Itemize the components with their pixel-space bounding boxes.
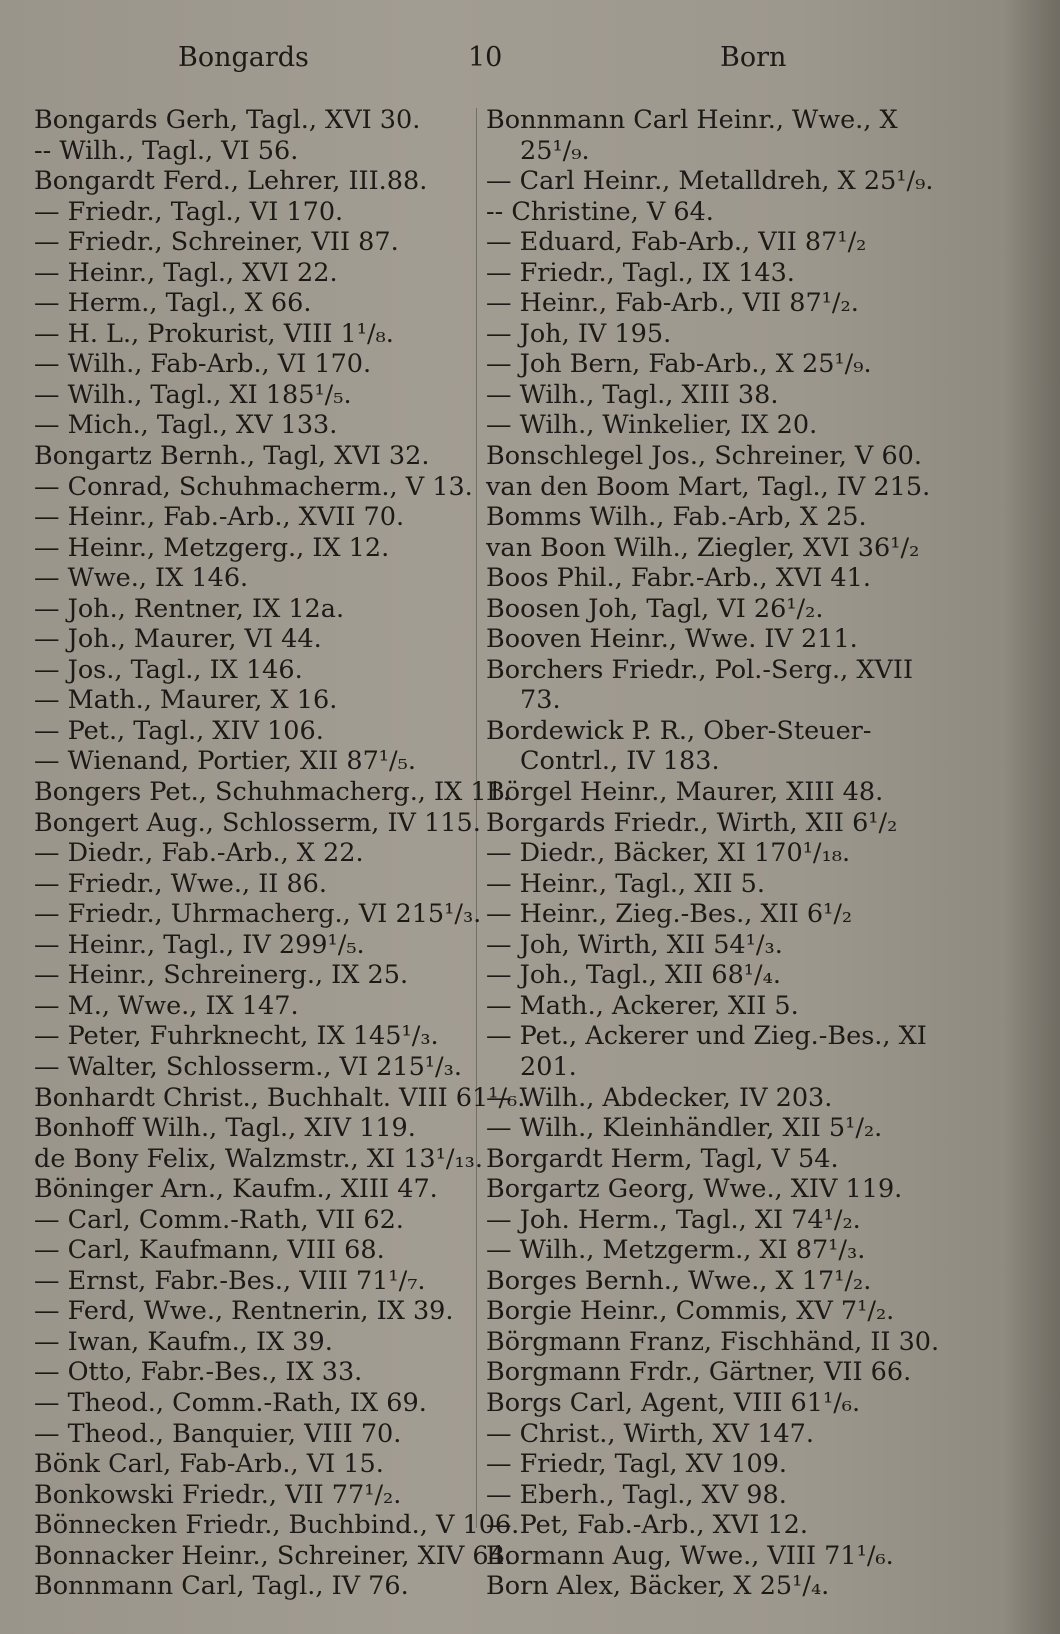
directory-entry: Bonnacker Heinr., Schreiner, XIV 64.	[34, 1540, 513, 1571]
directory-entry: — Wienand, Portier, XII 87¹/₅.	[34, 746, 416, 777]
directory-entry: Bongards Gerh, Tagl., XVI 30.	[34, 105, 421, 135]
directory-entry: Borgards Friedr., Wirth, XII 6¹/₂	[486, 807, 898, 838]
directory-entry: — Carl, Kaufmann, VIII 68.	[34, 1235, 385, 1266]
directory-entry: -- Christine, V 64.	[486, 196, 714, 227]
directory-entry: Bonnmann Carl Heinr., Wwe., X	[486, 105, 898, 135]
directory-entry: — Otto, Fabr.-Bes., IX 33.	[34, 1357, 363, 1388]
directory-entry: Bonkowski Friedr., VII 77¹/₂.	[34, 1479, 402, 1510]
directory-entry: — Joh., Maurer, VI 44.	[34, 624, 322, 655]
entry-continuation-line: Contrl., IV 183.	[520, 746, 720, 777]
directory-entry: — Wilh., Fab-Arb., VI 170.	[34, 349, 372, 380]
directory-entry: Bonhardt Christ., Buchhalt. VIII 61¹/₆.	[34, 1082, 526, 1113]
directory-entry: — Heinr., Tagl., XII 5.	[486, 868, 765, 899]
directory-entry: Börgmann Franz, Fischhänd, II 30.	[486, 1326, 940, 1357]
directory-entry: — Theod., Comm.-Rath, IX 69.	[34, 1387, 427, 1418]
directory-entry: Bordewick P. R., Ober-Steuer-	[486, 715, 872, 746]
directory-entry: — M., Wwe., IX 147.	[34, 990, 299, 1021]
directory-entry: — Heinr., Tagl., XVI 22.	[34, 257, 338, 288]
directory-entry: Bonhoff Wilh., Tagl., XIV 119.	[34, 1113, 416, 1144]
directory-entry: — Joh, IV 195.	[486, 318, 672, 349]
directory-entry: — Wilh., Abdecker, IV 203.	[486, 1082, 833, 1113]
directory-entry: — Eduard, Fab-Arb., VII 87¹/₂	[486, 227, 867, 258]
directory-entry: — Heinr., Zieg.-Bes., XII 6¹/₂	[486, 899, 853, 930]
directory-entry: Borgs Carl, Agent, VIII 61¹/₆.	[486, 1387, 861, 1418]
directory-entry: Borges Bernh., Wwe., X 17¹/₂.	[486, 1265, 872, 1296]
directory-entry: Borgartz Georg, Wwe., XIV 119.	[486, 1174, 903, 1205]
directory-entry: — Jos., Tagl., IX 146.	[34, 654, 303, 685]
directory-entry: Bönk Carl, Fab-Arb., VI 15.	[34, 1449, 384, 1480]
directory-entry: — Friedr, Tagl, XV 109.	[486, 1449, 788, 1480]
directory-entry: — Diedr., Fab.-Arb., X 22.	[34, 838, 364, 869]
directory-entry: Bönnecken Friedr., Buchbind., V 106.	[34, 1510, 520, 1541]
directory-entry: — Math., Ackerer, XII 5.	[486, 990, 799, 1021]
directory-entry: Borgardt Herm, Tagl, V 54.	[486, 1143, 839, 1174]
directory-entry: — Peter, Fuhrknecht, IX 145¹/₃.	[34, 1021, 439, 1052]
page-number: 10	[468, 42, 503, 73]
directory-entry: — Heinr., Tagl., IV 299¹/₅.	[34, 929, 365, 960]
directory-entry: — Joh., Rentner, IX 12a.	[34, 593, 345, 624]
directory-entry: — Walter, Schlosserm., VI 215¹/₃.	[34, 1051, 462, 1082]
directory-entry: — Friedr., Tagl., VI 170.	[34, 196, 344, 227]
entry-continuation-line: 73.	[520, 685, 561, 716]
header-left-keyword: Bongards	[178, 42, 309, 73]
directory-entry: — H. L., Prokurist, VIII 1¹/₈.	[34, 318, 394, 349]
directory-entry: — Iwan, Kaufm., IX 39.	[34, 1326, 333, 1357]
directory-entry: Booven Heinr., Wwe. IV 211.	[486, 624, 858, 655]
directory-entry: — Herm., Tagl., X 66.	[34, 288, 312, 319]
header-right-keyword: Born	[720, 42, 787, 73]
directory-entry: Bonnmann Carl, Tagl., IV 76.	[34, 1571, 409, 1602]
directory-entry: Borgmann Frdr., Gärtner, VII 66.	[486, 1357, 912, 1388]
directory-entry: Böninger Arn., Kaufm., XIII 47.	[34, 1174, 438, 1205]
directory-entry: — Wilh., Kleinhändler, XII 5¹/₂.	[486, 1113, 883, 1144]
page-edge-shadow	[1004, 0, 1060, 1634]
directory-entry: Bongert Aug., Schlosserm, IV 115.	[34, 807, 481, 838]
directory-entry: — Carl Heinr., Metalldreh, X 25¹/₉.	[486, 166, 934, 197]
directory-entry: — Heinr., Fab.-Arb., XVII 70.	[34, 502, 405, 533]
directory-entry: — Wwe., IX 146.	[34, 563, 249, 594]
directory-entry: — Wilh., Winkelier, IX 20.	[486, 410, 818, 441]
running-header	[0, 42, 1000, 86]
directory-entry: -- Wilh., Tagl., VI 56.	[34, 135, 299, 166]
directory-entry: Borchers Friedr., Pol.-Serg., XVII	[486, 654, 914, 685]
directory-entry: — Conrad, Schuhmacherm., V 13.	[34, 471, 473, 502]
directory-entry: — Math., Maurer, X 16.	[34, 685, 338, 716]
directory-entry: Bongartz Bernh., Tagl, XVI 32.	[34, 441, 430, 472]
directory-entry: — Joh, Wirth, XII 54¹/₃.	[486, 929, 783, 960]
directory-entry: — Joh Bern, Fab-Arb., X 25¹/₉.	[486, 349, 872, 380]
directory-entry: Bonschlegel Jos., Schreiner, V 60.	[486, 441, 923, 472]
directory-entry: — Pet., Tagl., XIV 106.	[34, 715, 324, 746]
directory-entry: — Friedr., Wwe., II 86.	[34, 868, 328, 899]
directory-entry: — Theod., Banquier, VIII 70.	[34, 1418, 402, 1449]
directory-entry: — Wilh., Metzgerm., XI 87¹/₃.	[486, 1235, 866, 1266]
directory-entry: de Bony Felix, Walzmstr., XI 13¹/₁₃.	[34, 1143, 483, 1174]
right-column	[486, 105, 941, 1602]
left-column	[34, 105, 526, 1602]
directory-entry: Bormann Aug, Wwe., VIII 71¹/₆.	[486, 1540, 894, 1571]
directory-entry: — Pet, Fab.-Arb., XVI 12.	[486, 1510, 808, 1541]
directory-entry: — Eberh., Tagl., XV 98.	[486, 1479, 787, 1510]
entry-continuation-line: 201.	[520, 1051, 577, 1082]
directory-entry: — Pet., Ackerer und Zieg.-Bes., XI	[486, 1021, 927, 1052]
directory-entry: Bomms Wilh., Fab.-Arb, X 25.	[486, 502, 867, 533]
directory-entry: Boosen Joh, Tagl, VI 26¹/₂.	[486, 593, 824, 624]
directory-entry: — Friedr., Tagl., IX 143.	[486, 257, 795, 288]
directory-entry: — Christ., Wirth, XV 147.	[486, 1418, 814, 1449]
directory-entry: Borgie Heinr., Commis, XV 7¹/₂.	[486, 1296, 895, 1327]
directory-entry: Bongers Pet., Schuhmacherg., IX 11.	[34, 777, 511, 808]
directory-entry: — Friedr., Uhrmacherg., VI 215¹/₃.	[34, 899, 482, 930]
directory-entry: — Heinr., Fab-Arb., VII 87¹/₂.	[486, 288, 859, 319]
directory-entry: — Friedr., Schreiner, VII 87.	[34, 227, 399, 258]
directory-entry: — Wilh., Tagl., XIII 38.	[486, 379, 779, 410]
directory-entry: Bongardt Ferd., Lehrer, III.88.	[34, 166, 428, 197]
directory-entry: Börgel Heinr., Maurer, XIII 48.	[486, 777, 884, 808]
directory-entry: — Ferd, Wwe., Rentnerin, IX 39.	[34, 1296, 454, 1327]
directory-entry: — Joh., Tagl., XII 68¹/₄.	[486, 960, 781, 991]
directory-entry: — Diedr., Bäcker, XI 170¹/₁₈.	[486, 838, 851, 869]
directory-entry: van Boon Wilh., Ziegler, XVI 36¹/₂	[486, 532, 920, 563]
entry-continuation-line: 25¹/₉.	[520, 135, 590, 166]
directory-entry: — Heinr., Metzgerg., IX 12.	[34, 532, 390, 563]
directory-entry: — Wilh., Tagl., XI 185¹/₅.	[34, 379, 352, 410]
directory-entry: — Mich., Tagl., XV 133.	[34, 410, 338, 441]
directory-entry: — Carl, Comm.-Rath, VII 62.	[34, 1204, 404, 1235]
directory-entry: Born Alex, Bäcker, X 25¹/₄.	[486, 1571, 830, 1602]
directory-entry: — Heinr., Schreinerg., IX 25.	[34, 960, 409, 991]
directory-entry: — Joh. Herm., Tagl., XI 74¹/₂.	[486, 1204, 861, 1235]
directory-entry: Boos Phil., Fabr.-Arb., XVI 41.	[486, 563, 871, 594]
directory-entry: van den Boom Mart, Tagl., IV 215.	[486, 471, 931, 502]
directory-entry: — Ernst, Fabr.-Bes., VIII 71¹/₇.	[34, 1265, 426, 1296]
